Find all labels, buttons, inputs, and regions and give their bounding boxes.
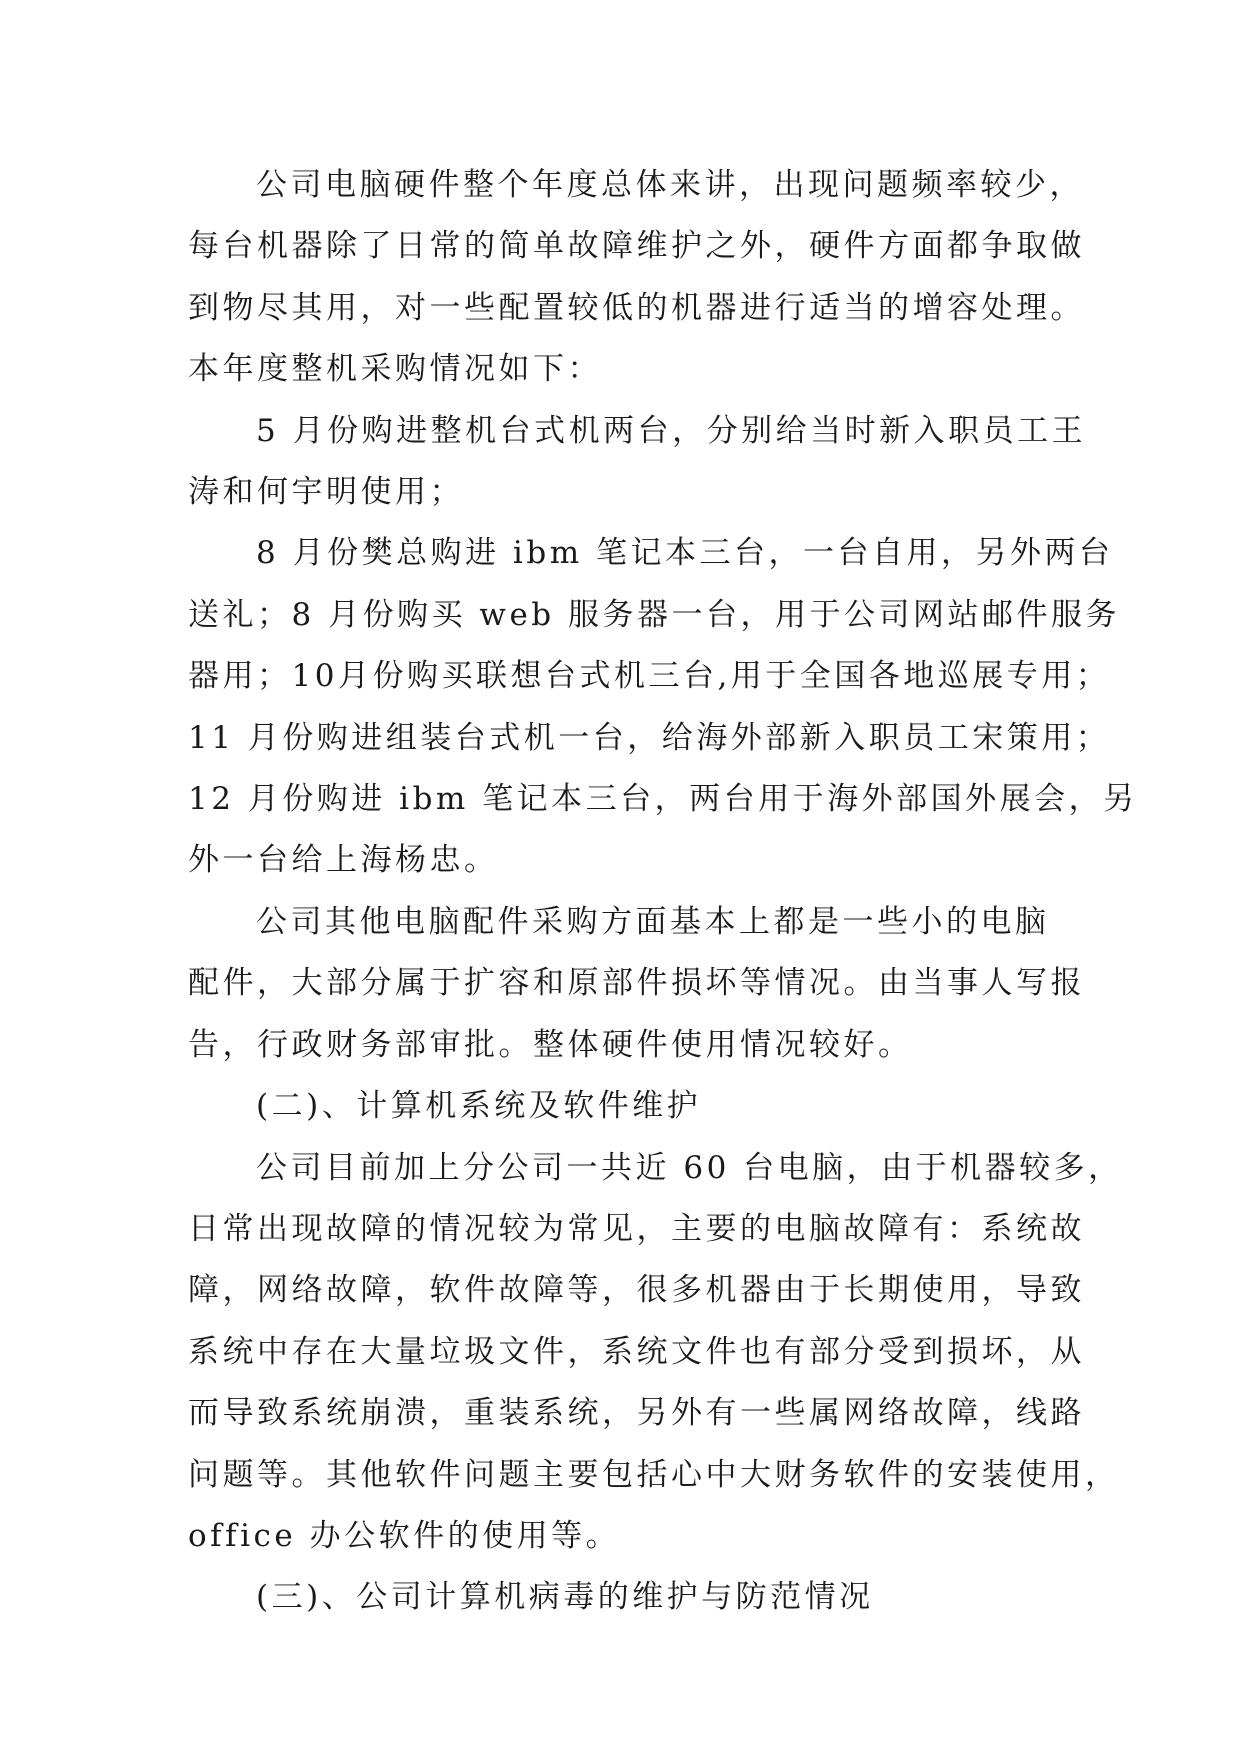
paragraph-system-maintenance [188, 1138, 1123, 1568]
text-line: 12 月份购进 ibm 笔记本三台，两台用于海外部国外展会，另 [188, 781, 1138, 818]
text-line: 公司其他电脑配件采购方面基本上都是一些小的电脑 [256, 903, 1050, 940]
text-line: office 办公软件的使用等。 [188, 1517, 621, 1554]
text-line: 每台机器除了日常的简单故障维护之外，硬件方面都争取做 [188, 228, 1085, 265]
text-line: 系统中存在大量垃圾文件，系统文件也有部分受到损坏，从 [188, 1333, 1085, 1370]
text-line: 问题等。其他软件问题主要包括心中大财务软件的安装使用， [188, 1456, 1120, 1493]
text-line: 送礼；8 月份购买 web 服务器一台，用于公司网站邮件服务 [188, 596, 1121, 633]
text-line: 到物尽其用，对一些配置较低的机器进行适当的增容处理。 [188, 289, 1085, 326]
document-body [188, 155, 1138, 1629]
text-line: 公司目前加上分公司一共近 60 台电脑，由于机器较多， [256, 1149, 1123, 1186]
text-line: 11 月份购进组装台式机一台，给海外部新入职员工宋策用； [188, 719, 1111, 756]
section-heading: (三)、公司计算机病毒的维护与防范情况 [256, 1579, 874, 1616]
text-line: 外一台给上海杨忠。 [188, 842, 499, 879]
text-line: 障，网络故障，软件故障等，很多机器由于长期使用，导致 [188, 1272, 1085, 1309]
text-line: 涛和何宇明使用； [188, 474, 464, 511]
text-line: 而导致系统崩溃，重装系统，另外有一些属网络故障，线路 [188, 1395, 1085, 1432]
text-line: 5 月份购进整机台式机两台，分别给当时新入职员工王 [256, 412, 1087, 449]
paragraph-accessories [188, 892, 1085, 1076]
text-line: 本年度整机采购情况如下： [188, 351, 602, 388]
section-heading-system-software [188, 1076, 1058, 1137]
paragraph-hardware-overview [188, 155, 1085, 401]
text-line: 日常出现故障的情况较为常见，主要的电脑故障有：系统故 [188, 1210, 1085, 1247]
paragraph-purchase-list [188, 523, 1138, 891]
paragraph-may-purchase [188, 401, 1087, 524]
text-line: 8 月份樊总购进 ibm 笔记本三台，一台自用，另外两台 [256, 535, 1114, 572]
text-line: 器用；10月份购买联想台式机三台,用于全国各地巡展专用； [188, 658, 1111, 695]
text-line: 配件，大部分属于扩容和原部件损坏等情况。由当事人写报 [188, 965, 1085, 1002]
text-line: 公司电脑硬件整个年度总体来讲，出现问题频率较少， [256, 167, 1084, 203]
section-heading: (二)、计算机系统及软件维护 [256, 1088, 702, 1125]
section-heading-virus-protection [188, 1567, 1058, 1628]
text-line: 告，行政财务部审批。整体硬件使用情况较好。 [188, 1026, 913, 1063]
